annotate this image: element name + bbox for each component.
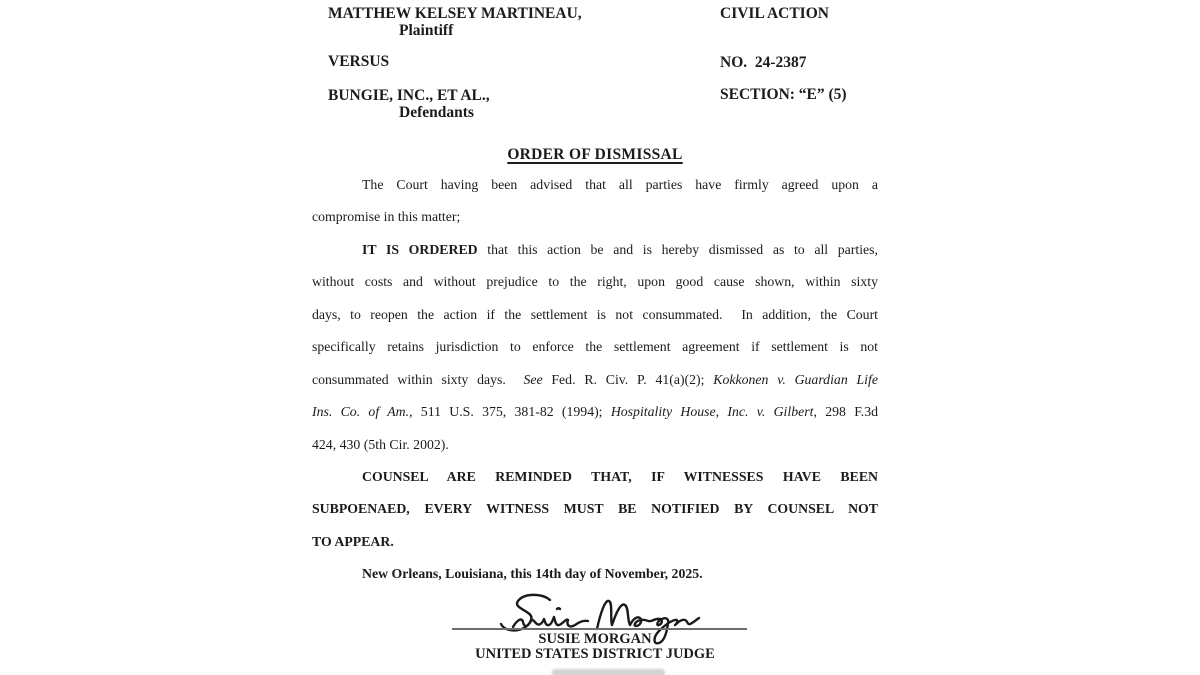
judge-title: UNITED STATES DISTRICT JUDGE — [475, 646, 715, 662]
paragraph2-line5: consummated within sixty days. See Fed. R. Civ. P. 41(a)(2); Kokkonen v. Guardian Life — [312, 371, 878, 387]
versus-label: VERSUS — [328, 53, 390, 70]
paragraph2-line1: IT IS ORDERED that this action be and is hereby dismissed as to all parties, — [362, 241, 878, 257]
date-place-line: New Orleans, Louisiana, this 14th day of November, 2025. — [362, 566, 703, 582]
paragraph2-line6: Ins. Co. of Am., 511 U.S. 375, 381-82 (1994); Hospitality House, Inc. v. Gilbert, 298 F.3d — [312, 404, 879, 420]
paragraph1-line1: The Court having been advised that all parties have firmly agreed upon a — [362, 177, 878, 192]
paragraph1-line2: compromise in this matter; — [312, 209, 461, 225]
judge-name: SUSIE MORGAN — [538, 631, 652, 647]
case-type: CIVIL ACTION — [720, 5, 829, 22]
paragraph2-line4: specifically retains jurisdiction to enforce the settlement agreement if settlement is not — [312, 339, 878, 355]
paragraph3-line3: TO APPEAR. — [312, 533, 394, 549]
it-is-ordered-phrase: IT IS ORDERED — [362, 241, 478, 257]
order-title: ORDER OF DISMISSAL — [507, 146, 683, 163]
case-number: NO. 24-2387 — [720, 54, 807, 71]
paragraph3-line1: COUNSEL ARE REMINDED THAT, IF WITNESSES HAVE BEEN — [362, 468, 878, 484]
paragraph3-line2: SUBPOENAED, EVERY WITNESS MUST BE NOTIFIED BY COUNSEL NOT — [312, 501, 878, 517]
paragraph2-line7: 424, 430 (5th Cir. 2002). — [312, 436, 449, 452]
paragraph2-line3: days, to reopen the action if the settlement is not consummated. In addition, the Court — [312, 306, 878, 322]
order-body — [312, 169, 878, 591]
hospitality-house-citation: Hospitality House, Inc. v. Gilbert — [610, 404, 814, 420]
defendant-role: Defendants — [399, 104, 474, 121]
plaintiff-name: MATTHEW KELSEY MARTINEAU, — [328, 5, 582, 22]
defendant-name: BUNGIE, INC., ET AL., — [328, 87, 490, 104]
signature-rule — [452, 628, 747, 630]
see-signal: See — [523, 371, 543, 387]
case-section: SECTION: “E” (5) — [720, 86, 847, 103]
kokkonen-citation: Kokkonen v. Guardian Life — [713, 371, 878, 387]
paragraph2-line2: without costs and without prejudice to the right, upon good cause shown, within sixty — [312, 274, 878, 290]
plaintiff-role: Plaintiff — [399, 22, 454, 39]
page-edge-artifact — [552, 669, 665, 675]
kokkonen-citation-continued: Ins. Co. of Am. — [312, 404, 410, 420]
